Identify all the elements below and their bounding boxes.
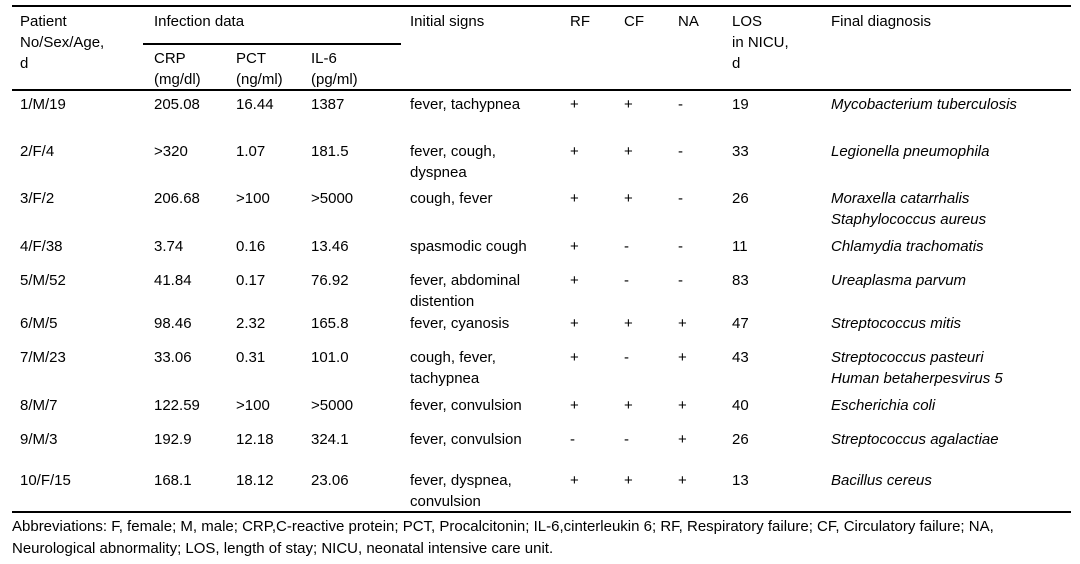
cell-pct: 16.44: [236, 96, 274, 113]
cell-pct: 1.07: [236, 143, 266, 160]
cell-cf: +: [624, 472, 633, 489]
cell-final-diagnosis: Streptococcus pasteuri Human betaherpesvirus 5: [831, 349, 1003, 387]
cell-rf: +: [570, 315, 579, 332]
cell-cf: +: [624, 190, 633, 207]
cell-patient: 10/F/15: [20, 472, 71, 489]
cell-pct: >100: [236, 397, 270, 414]
cell-pct: >100: [236, 190, 270, 207]
header-los: LOS in NICU, d: [732, 13, 789, 72]
cell-na: +: [678, 431, 687, 448]
cell-patient: 9/M/3: [20, 431, 58, 448]
cell-los: 11: [732, 238, 748, 255]
cell-cf: -: [624, 238, 629, 255]
cell-initial-signs: fever, cough, dyspnea: [410, 143, 496, 181]
cell-cf: +: [624, 143, 633, 160]
cell-il6: 76.92: [311, 272, 349, 289]
cell-patient: 6/M/5: [20, 315, 58, 332]
cell-na: +: [678, 397, 687, 414]
cell-crp: 3.74: [154, 238, 184, 255]
cell-il6: 101.0: [311, 349, 349, 366]
header-rf: RF: [570, 13, 590, 30]
cell-los: 26: [732, 190, 749, 207]
cell-final-diagnosis: Bacillus cereus: [831, 472, 932, 489]
cell-initial-signs: fever, abdominal distention: [410, 272, 521, 310]
cell-na: -: [678, 96, 683, 113]
cell-na: -: [678, 143, 683, 160]
cell-cf: +: [624, 96, 633, 113]
cell-na: +: [678, 472, 687, 489]
cell-crp: 41.84: [154, 272, 192, 289]
infection-group-rule: [143, 43, 401, 45]
cell-pct: 18.12: [236, 472, 274, 489]
cell-patient: 3/F/2: [20, 190, 55, 207]
cell-final-diagnosis: Escherichia coli: [831, 397, 936, 414]
cell-na: -: [678, 190, 683, 207]
cell-na: +: [678, 315, 687, 332]
cell-pct: 0.16: [236, 238, 266, 255]
header-patient: Patient No/Sex/Age, d: [20, 13, 105, 72]
cell-rf: +: [570, 349, 579, 366]
cell-patient: 2/F/4: [20, 143, 55, 160]
cell-final-diagnosis: Legionella pneumophila: [831, 143, 990, 160]
cell-initial-signs: cough, fever, tachypnea: [410, 349, 496, 387]
cell-pct: 12.18: [236, 431, 274, 448]
cell-cf: -: [624, 349, 629, 366]
cell-crp: 168.1: [154, 472, 192, 489]
cell-cf: +: [624, 315, 633, 332]
cell-final-diagnosis: Mycobacterium tuberculosis: [831, 96, 1017, 113]
cell-los: 83: [732, 272, 749, 289]
cell-los: 33: [732, 143, 749, 160]
cell-los: 40: [732, 397, 749, 414]
cell-rf: +: [570, 472, 579, 489]
cell-crp: 205.08: [154, 96, 200, 113]
cell-initial-signs: fever, dyspnea, convulsion: [410, 472, 512, 510]
cell-patient: 7/M/23: [20, 349, 66, 366]
cell-los: 47: [732, 315, 749, 332]
cell-initial-signs: cough, fever: [410, 190, 493, 207]
header-initial-signs: Initial signs: [410, 13, 485, 30]
cell-il6: >5000: [311, 190, 354, 207]
cell-crp: 98.46: [154, 315, 192, 332]
table-bottom-rule: [12, 511, 1071, 513]
cell-crp: 206.68: [154, 190, 200, 207]
cell-il6: 324.1: [311, 431, 349, 448]
cell-il6: 13.46: [311, 238, 349, 255]
header-pct: PCT (ng/ml): [236, 50, 283, 88]
cell-rf: +: [570, 96, 579, 113]
header-il6: IL-6 (pg/ml): [311, 50, 358, 88]
cell-il6: 1387: [311, 96, 345, 113]
cell-rf: +: [570, 397, 579, 414]
header-final-diagnosis: Final diagnosis: [831, 13, 932, 30]
cell-na: +: [678, 349, 687, 366]
cell-rf: -: [570, 431, 575, 448]
cell-initial-signs: fever, convulsion: [410, 397, 522, 414]
header-infection-data: Infection data: [154, 13, 245, 30]
cell-initial-signs: fever, convulsion: [410, 431, 522, 448]
header-crp: CRP (mg/dl): [154, 50, 201, 88]
cell-los: 13: [732, 472, 749, 489]
cell-final-diagnosis: Moraxella catarrhalis Staphylococcus aureus: [831, 190, 987, 228]
cell-los: 43: [732, 349, 749, 366]
cell-initial-signs: fever, cyanosis: [410, 315, 510, 332]
cell-rf: +: [570, 272, 579, 289]
cell-pct: 0.17: [236, 272, 266, 289]
cell-rf: +: [570, 143, 579, 160]
cell-crp: 192.9: [154, 431, 192, 448]
cell-crp: >320: [154, 143, 188, 160]
cell-initial-signs: spasmodic cough: [410, 238, 527, 255]
cell-pct: 2.32: [236, 315, 266, 332]
cell-il6: 165.8: [311, 315, 349, 332]
cell-cf: +: [624, 397, 633, 414]
cell-los: 26: [732, 431, 749, 448]
cell-patient: 8/M/7: [20, 397, 58, 414]
cell-patient: 4/F/38: [20, 238, 63, 255]
cell-crp: 122.59: [154, 397, 200, 414]
cell-na: -: [678, 238, 683, 255]
header-cf: CF: [624, 13, 644, 30]
cell-final-diagnosis: Streptococcus mitis: [831, 315, 962, 332]
cell-crp: 33.06: [154, 349, 192, 366]
cell-rf: +: [570, 238, 579, 255]
cell-na: -: [678, 272, 683, 289]
cell-final-diagnosis: Streptococcus agalactiae: [831, 431, 999, 448]
cell-los: 19: [732, 96, 749, 113]
header-na: NA: [678, 13, 699, 30]
cell-il6: 181.5: [311, 143, 349, 160]
cell-final-diagnosis: Ureaplasma parvum: [831, 272, 967, 289]
cell-cf: -: [624, 272, 629, 289]
cell-cf: -: [624, 431, 629, 448]
cell-il6: 23.06: [311, 472, 349, 489]
cell-il6: >5000: [311, 397, 354, 414]
top-rule: [12, 5, 1071, 7]
cell-patient: 5/M/52: [20, 272, 66, 289]
cell-pct: 0.31: [236, 349, 266, 366]
cell-rf: +: [570, 190, 579, 207]
footnote: Abbreviations: F, female; M, male; CRP,C-reactive protein; PCT, Procalcitonin; IL-6,cinterleukin 6; RF, Respiratory failure; CF, Circulatory failure; NA, Neurological abnormality; LOS, length of stay; NICU, neonatal intensive care unit.: [12, 518, 994, 557]
cell-final-diagnosis: Chlamydia trachomatis: [831, 238, 984, 255]
cell-patient: 1/M/19: [20, 96, 66, 113]
cell-initial-signs: fever, tachypnea: [410, 96, 521, 113]
